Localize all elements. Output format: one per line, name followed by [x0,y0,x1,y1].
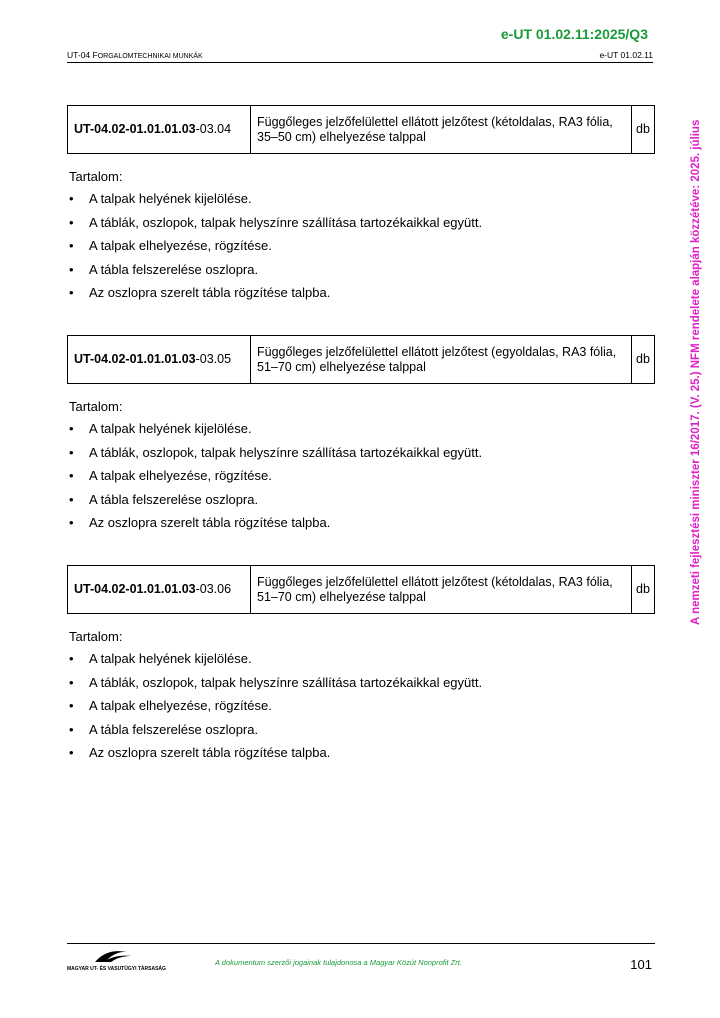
item-table [67,335,655,384]
content-list [67,651,655,769]
list-item: • Az oszlopra szerelt tábla rögzítése talpba. [67,745,655,769]
list-item: • A tábla felszerelése oszlopra. [67,262,655,286]
item-code-main: UT-04.02-01.01.01.03 [74,582,196,596]
item-description: Függőleges jelzőfelülettel ellátott jelzőtest (egyoldalas, RA3 fólia, 51–70 cm) elhelyezése talppal [251,336,632,384]
work-item [67,105,655,309]
item-table [67,565,655,614]
list-item: • A talpak elhelyezése, rögzítése. [67,468,655,492]
page-number: 101 [630,957,652,972]
logo-text: MAGYAR UT- ÉS VASUTÜGYI TÁRSASÁG [67,966,166,972]
content-list [67,191,655,309]
work-item [67,335,655,539]
running-header [67,50,653,63]
copyright-notice: A dokumentum szerzői jogainak tulajdonosa a Magyar Közút Nonprofit Zrt. [215,958,462,967]
list-item: • A táblák, oszlopok, talpak helyszínre szállítása tartozékaikkal együtt. [67,215,655,239]
content-label: Tartalom: [69,399,123,414]
publication-note: A nemzeti fejlesztési miniszter 16/2017. (V. 25.) NFM rendelete alapján közzétéve: 2025. július [690,119,702,625]
list-item: • Az oszlopra szerelt tábla rögzítése talpba. [67,515,655,539]
item-code-main: UT-04.02-01.01.01.03 [74,352,196,366]
item-code-suffix: -03.06 [195,582,232,596]
list-item: • A talpak helyének kijelölése. [67,421,655,445]
item-description: Függőleges jelzőfelülettel ellátott jelzőtest (kétoldalas, RA3 fólia, 51–70 cm) elhelyezése talppal [251,566,632,614]
list-item: • A táblák, oszlopok, talpak helyszínre szállítása tartozékaikkal együtt. [67,445,655,469]
header-chapter [67,50,203,60]
header-doc-ref: e-UT 01.02.11 [599,50,653,60]
list-item: • A táblák, oszlopok, talpak helyszínre szállítása tartozékaikkal együtt. [67,675,655,699]
item-unit: db [632,566,655,614]
content-list [67,421,655,539]
item-description: Függőleges jelzőfelülettel ellátott jelzőtest (kétoldalas, RA3 fólia, 35–50 cm) elhelyezése talppal [251,106,632,154]
publisher-logo [67,946,167,972]
item-code [68,336,251,384]
list-item: • A talpak helyének kijelölése. [67,651,655,675]
header-chapter-smallcaps: ORGALOMTECHNIKAI MUNKÁK [97,53,203,60]
document-code: e-UT 01.02.11:2025/Q3 [500,26,648,42]
list-item: • A talpak elhelyezése, rögzítése. [67,698,655,722]
item-code [68,566,251,614]
item-unit: db [632,336,655,384]
list-item: • A talpak helyének kijelölése. [67,191,655,215]
item-table [67,105,655,154]
list-item: • A talpak elhelyezése, rögzítése. [67,238,655,262]
item-code [68,106,251,154]
header-chapter-prefix: UT-04 F [67,50,98,60]
content-label: Tartalom: [69,169,123,184]
list-item: • A tábla felszerelése oszlopra. [67,722,655,746]
item-code-suffix: -03.04 [195,122,232,136]
logo-swoosh-icon [67,946,167,966]
footer-divider [67,943,655,944]
work-item [67,565,655,769]
item-code-main: UT-04.02-01.01.01.03 [74,122,196,136]
list-item: • A tábla felszerelése oszlopra. [67,492,655,516]
item-code-suffix: -03.05 [195,352,232,366]
list-item: • Az oszlopra szerelt tábla rögzítése talpba. [67,285,655,309]
content-label: Tartalom: [69,629,123,644]
item-unit: db [632,106,655,154]
